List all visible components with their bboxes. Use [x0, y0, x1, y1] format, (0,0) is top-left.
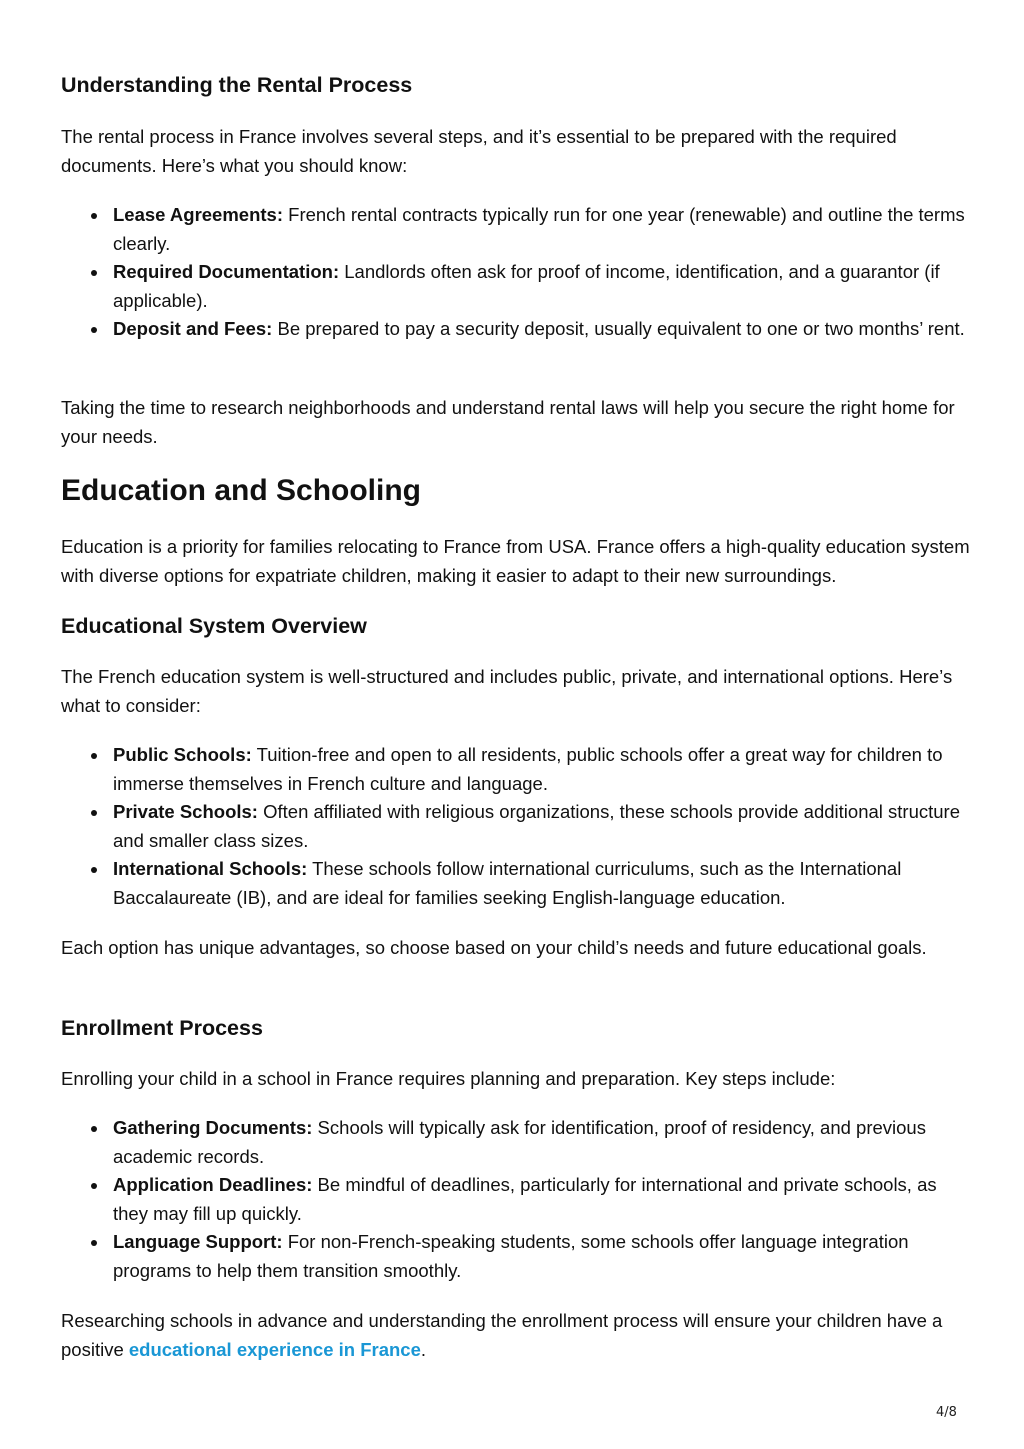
list-item-label: Public Schools: [113, 744, 252, 765]
list-item-label: Gathering Documents: [113, 1117, 313, 1138]
list-item-label: International Schools: [113, 858, 308, 879]
list-item [61, 201, 971, 258]
list-item [61, 741, 971, 798]
system-heading: Educational System Overview [61, 614, 367, 638]
education-heading: Education and Schooling [61, 474, 421, 507]
rental-outro: Taking the time to research neighborhoods and understand rental laws will help you secure the right home for your needs. [61, 397, 955, 447]
enrollment-heading: Enrollment Process [61, 1016, 263, 1040]
list-item-text: Be mindful of deadlines, particularly for international and private schools, as they may fill up quickly. [113, 1174, 937, 1224]
rental-list [61, 201, 971, 344]
list-item [61, 1228, 971, 1285]
list-item [61, 1171, 971, 1228]
system-list [61, 741, 971, 912]
list-item [61, 258, 971, 315]
list-item-label: Application Deadlines: [113, 1174, 313, 1195]
enrollment-intro: Enrolling your child in a school in France requires planning and preparation. Key steps include: [61, 1068, 836, 1089]
list-item-text: French rental contracts typically run for one year (renewable) and outline the terms clearly. [113, 204, 965, 254]
system-intro: The French education system is well-structured and includes public, private, and international options. Here’s what to consider: [61, 666, 953, 716]
education-intro: Education is a priority for families relocating to France from USA. France offers a high-quality education system with diverse options for expatriate children, making it easier to adapt to their new surroundings. [61, 536, 970, 586]
list-item-label: Deposit and Fees: [113, 318, 273, 339]
list-item-label: Language Support: [113, 1231, 283, 1252]
list-item-label: Private Schools: [113, 801, 258, 822]
list-item-text: Landlords often ask for proof of income, identification, and a guarantor (if applicable). [113, 261, 940, 311]
list-item-text: For non-French-speaking students, some schools offer language integration programs to help them transition smoothly. [113, 1231, 909, 1281]
system-outro: Each option has unique advantages, so choose based on your child’s needs and future educational goals. [61, 937, 927, 958]
list-item-text: Schools will typically ask for identification, proof of residency, and previous academic records. [113, 1117, 926, 1167]
list-item-label: Required Documentation: [113, 261, 340, 282]
rental-intro: The rental process in France involves several steps, and it’s essential to be prepared with the required documents. Here’s what you should know: [61, 126, 897, 176]
list-item-text: Tuition-free and open to all residents, public schools offer a great way for children to immerse themselves in French culture and language. [113, 744, 943, 794]
enrollment-outro [61, 1307, 971, 1364]
enrollment-outro-end: . [420, 1338, 427, 1360]
educational-experience-link[interactable]: educational experience in France [128, 1338, 421, 1360]
list-item-label: Lease Agreements: [113, 204, 283, 225]
list-item-text: Be prepared to pay a security deposit, usually equivalent to one or two months’ rent. [272, 318, 965, 339]
rental-heading: Understanding the Rental Process [61, 73, 413, 97]
list-item [61, 798, 971, 855]
list-item-text: These schools follow international curriculums, such as the International Baccalaureate (IB), and are ideal for families seeking English-language education. [113, 858, 902, 908]
list-item [61, 855, 971, 912]
list-item [61, 315, 971, 344]
enrollment-list [61, 1114, 971, 1285]
list-item [61, 1114, 971, 1171]
page-number: 4/8 [936, 1405, 957, 1420]
enrollment-outro-text: Researching schools in advance and understanding the enrollment process will ensure your children have a positive [61, 1310, 943, 1360]
list-item-text: Often affiliated with religious organizations, these schools provide additional structure and smaller class sizes. [113, 801, 960, 851]
